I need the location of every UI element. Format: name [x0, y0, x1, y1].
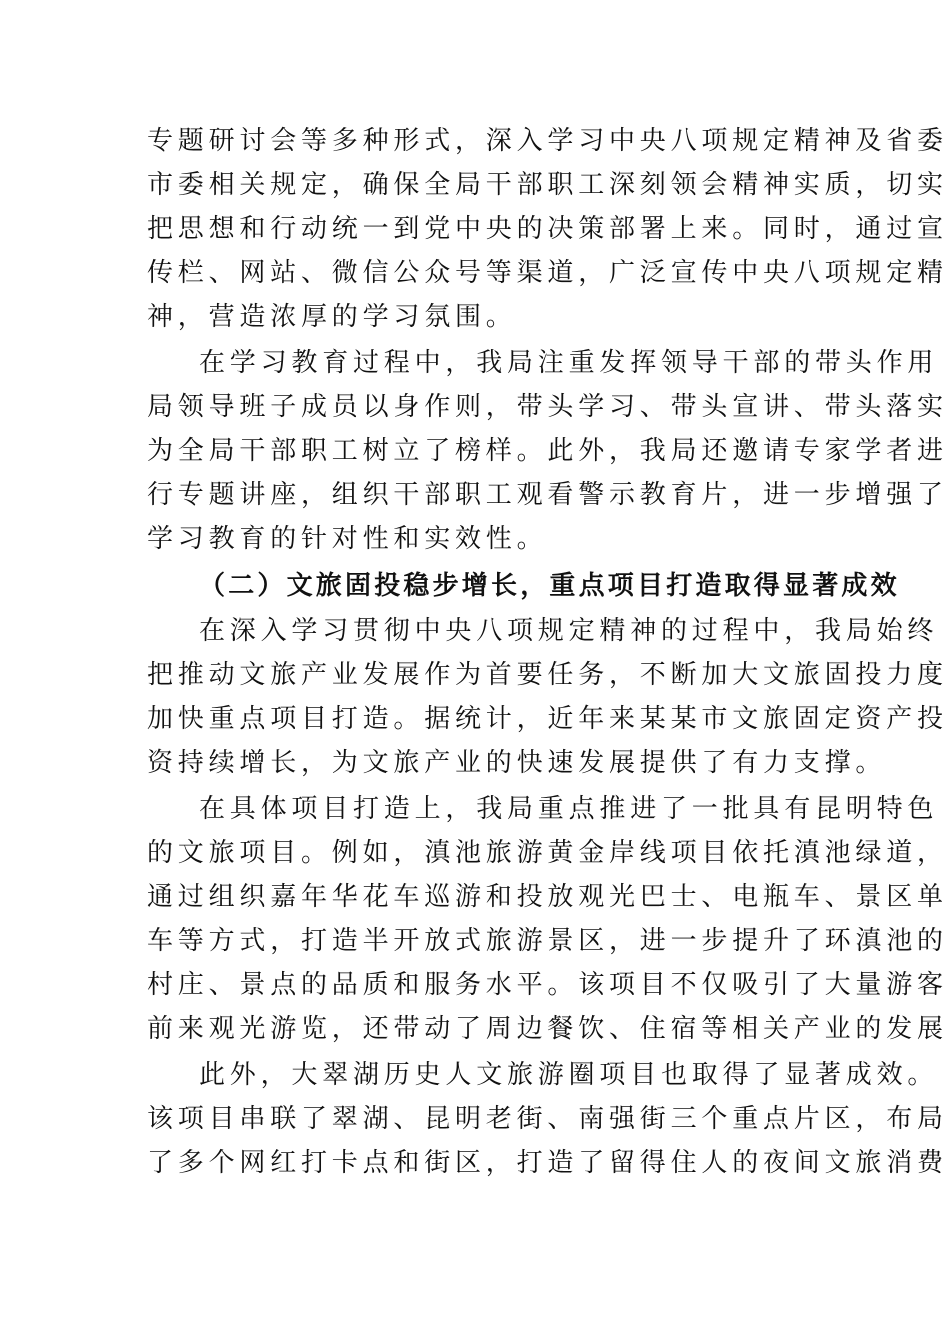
paragraph-start-line: 此外，大翠湖历史人文旅游圈项目也取得了显著成效。: [199, 1060, 939, 1090]
paragraph-start-line: 在学习教育过程中，我局注重发挥领导干部的带头作用: [199, 348, 939, 378]
body-text-line: 的文旅项目。例如，滇池旅游黄金岸线项目依托滇池绿道，: [147, 838, 948, 868]
body-text-line: 专题研讨会等多种形式，深入学习中央八项规定精神及省委: [147, 126, 948, 156]
body-text-line: 行专题讲座，组织干部职工观看警示教育片，进一步增强了: [147, 480, 948, 510]
body-text-line: 该项目串联了翠湖、昆明老街、南强街三个重点片区，布局: [147, 1104, 948, 1134]
section-heading: （二）文旅固投稳步增长，重点项目打造取得显著成效: [199, 571, 900, 601]
body-text-line: 车等方式，打造半开放式旅游景区，进一步提升了环滇池的: [147, 926, 948, 956]
paragraph-start-line: 在深入学习贯彻中央八项规定精神的过程中，我局始终: [199, 616, 939, 646]
body-text-line: 村庄、景点的品质和服务水平。该项目不仅吸引了大量游客: [147, 970, 948, 1000]
body-text-line: 通过组织嘉年华花车巡游和投放观光巴士、电瓶车、景区单: [147, 882, 948, 912]
body-text-line: 传栏、网站、微信公众号等渠道，广泛宣传中央八项规定精: [147, 258, 948, 288]
body-text-line: 市委相关规定，确保全局干部职工深刻领会精神实质，切实: [147, 170, 948, 200]
body-text-line: 为全局干部职工树立了榜样。此外，我局还邀请专家学者进: [147, 436, 948, 466]
body-text-line: 把推动文旅产业发展作为首要任务，不断加大文旅固投力度: [147, 660, 948, 690]
paragraph-start-line: 在具体项目打造上，我局重点推进了一批具有昆明特色: [199, 794, 939, 824]
body-text-line: 了多个网红打卡点和街区，打造了留得住人的夜间文旅消费: [147, 1148, 948, 1178]
body-text-line: 加快重点项目打造。据统计，近年来某某市文旅固定资产投: [147, 704, 948, 734]
body-text-line: 局领导班子成员以身作则，带头学习、带头宣讲、带头落实: [147, 392, 948, 422]
body-text-line: 学习教育的针对性和实效性。: [147, 524, 548, 554]
body-text-line: 资持续增长，为文旅产业的快速发展提供了有力支撑。: [147, 748, 887, 778]
body-text-line: 神，营造浓厚的学习氛围。: [147, 302, 517, 332]
body-text-line: 前来观光游览，还带动了周边餐饮、住宿等相关产业的发展: [147, 1014, 948, 1044]
body-text-line: 把思想和行动统一到党中央的决策部署上来。同时，通过宣: [147, 214, 948, 244]
